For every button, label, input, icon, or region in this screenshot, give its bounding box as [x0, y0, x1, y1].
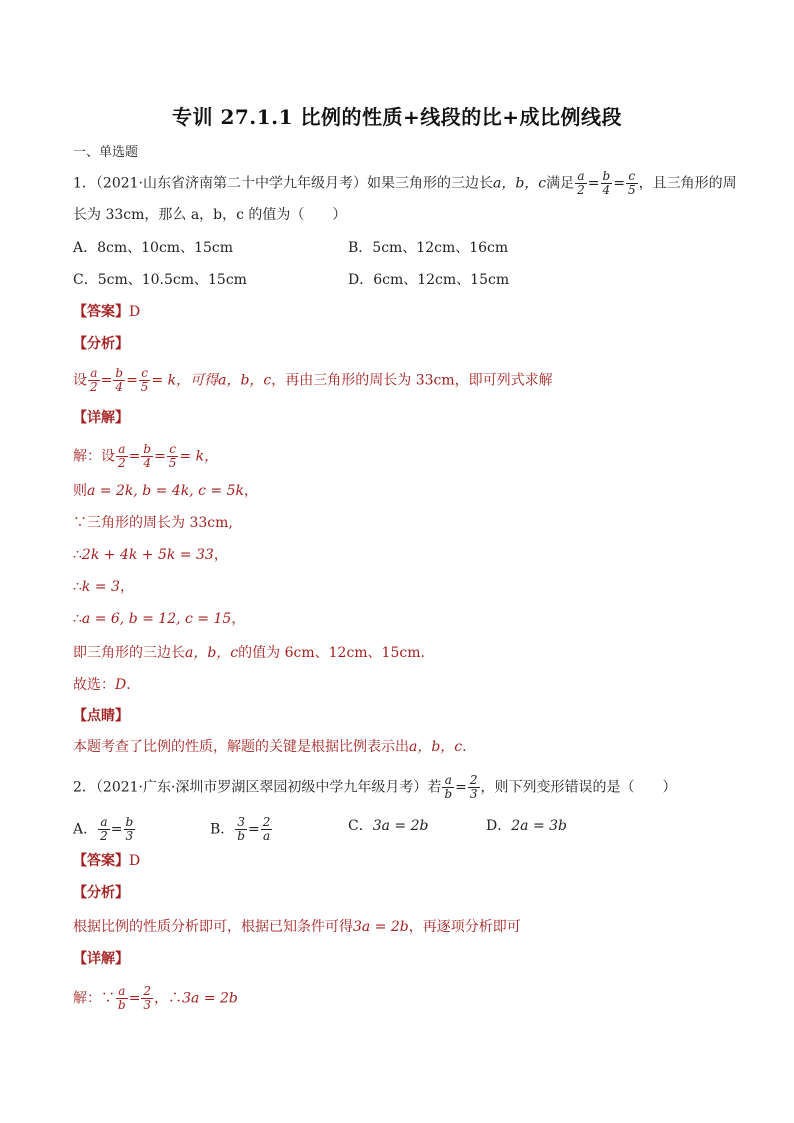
q1-analysis-label: 【分析】 — [73, 336, 129, 352]
frac-a-b: $\frac{a}{b}$ — [444, 773, 453, 801]
q1-stem-text: 1．（2021·山东省济南第二十中学九年级月考）如果三角形的三边长 — [73, 175, 493, 192]
q1-stem-text-2: 满足 — [546, 175, 575, 192]
q2-analysis: 根据比例的性质分析即可，根据已知条件可得3a = 2b，再逐项分析即可 — [73, 919, 521, 935]
q2-option-b: B． $\frac{3}{b}$ = $\frac{2}{a}$ — [210, 815, 271, 843]
frac-2-3: $\frac{2}{3}$ — [469, 773, 478, 801]
q1-option-d: D．6cm、12cm、15cm — [348, 272, 510, 288]
frac-c-5: $\frac{c}{5}$ — [627, 169, 636, 197]
q2-detail-1: 解：∵ $\frac{a}{b}$ = $\frac{2}{3}$ ，∴3a = 2b — [73, 984, 238, 1012]
q1-option-c: C．5cm、10.5cm、15cm — [73, 272, 247, 288]
q2-stem: 2．（2021·广东·深圳市罗湖区翠园初级中学九年级月考）若 $\frac{a}{b}$ = $\frac{2}{3}$ ，则下列变形错误的是（ ） — [73, 773, 677, 801]
q2-detail-label: 【详解】 — [73, 951, 129, 967]
q1-detail-4: ∴2k + 4k + 5k = 33， — [73, 547, 228, 563]
answer-label: 【答案】 — [73, 304, 129, 320]
q1-answer — [73, 302, 734, 322]
frac-b-4: $\frac{b}{4}$ — [143, 442, 152, 470]
q1-stem-text-3: ，且三角形的周 — [638, 175, 737, 192]
q1-comment-label: 【点睛】 — [73, 708, 129, 724]
q1-detail-label: 【详解】 — [73, 410, 129, 426]
frac-c-5: $\frac{c}{5}$ — [140, 366, 149, 394]
frac-a-2: $\frac{a}{2}$ — [118, 442, 126, 470]
frac-a-2: $\frac{a}{2}$ — [90, 366, 98, 394]
q1-analysis: 设 $\frac{a}{2}$ = $\frac{b}{4}$ = $\frac{c}{5}$ = k，可得a，b，c，再由三角形的周长为 33cm，即可列式求解 — [73, 366, 553, 394]
q2-answer: 【答案】D — [73, 853, 141, 869]
q1-comment: 本题考查了比例的性质，解题的关键是根据比例表示出a，b，c. — [73, 739, 467, 755]
q2-option-d: D．2a = 3b — [486, 818, 567, 834]
section-heading: 一、单选题 — [73, 145, 139, 160]
frac-b-4: $\frac{b}{4}$ — [602, 169, 611, 197]
q2-option-c: C．3a = 2b — [348, 818, 429, 834]
q1-option-b: B．5cm、12cm、16cm — [348, 240, 509, 256]
q1-detail-3: ∵三角形的周长为 33cm, — [73, 515, 233, 531]
q1-option-a: A．8cm、10cm、15cm — [73, 240, 233, 256]
answer-value: D — [129, 304, 141, 320]
frac-c-5: $\frac{c}{5}$ — [168, 442, 177, 470]
q1-stem-line1: 1．（2021·山东省济南第二十中学九年级月考）如果三角形的三边长a，b，c满足 $\frac{a}{2}$ = $\frac{b}{4}$ = $\frac{c}{5}$ ，且三角形的周 — [73, 169, 737, 197]
q1-detail-7: 即三角形的三边长a，b，c的值为 6cm、12cm、15cm. — [73, 645, 425, 661]
q1-stem-vars: a，b，c — [493, 175, 547, 192]
q1-detail-1: 解：设 $\frac{a}{2}$ = $\frac{b}{4}$ = $\frac{c}{5}$ = k， — [73, 442, 219, 470]
q1-detail-8: 故选：D. — [73, 677, 131, 693]
q2-analysis-label: 【分析】 — [73, 885, 129, 901]
frac-a-2: $\frac{a}{2}$ — [577, 169, 585, 197]
q2-option-a: A． $\frac{a}{2}$ = $\frac{b}{3}$ — [73, 815, 134, 843]
q1-stem-line2: 长为 33cm，那么 a，b，c 的值为（ ） — [73, 207, 347, 223]
q1-detail-5: ∴k = 3， — [73, 579, 134, 595]
page-title: 专训 27.1.1 比例的性质+线段的比+成比例线段 — [171, 105, 623, 129]
q1-detail-2: 则a = 2k, b = 4k, c = 5k， — [73, 483, 259, 499]
frac-b-4: $\frac{b}{4}$ — [115, 366, 124, 394]
q1-detail-6: ∴a = 6, b = 12, c = 15， — [73, 611, 246, 627]
